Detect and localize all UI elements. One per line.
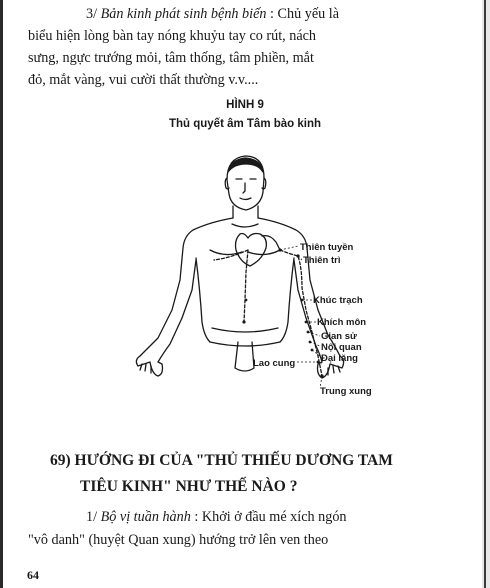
label-trung-xung: Trung xung bbox=[320, 386, 372, 397]
paragraph-line bbox=[28, 3, 468, 25]
heading-line: TIÊU KINH" NHƯ THẾ NÀO ? bbox=[80, 478, 298, 495]
paragraph-line bbox=[28, 506, 468, 529]
body-illustration bbox=[130, 150, 390, 410]
label-gian-su: Gian sử bbox=[321, 331, 357, 342]
paragraph-disease-changes bbox=[28, 3, 468, 91]
section-heading bbox=[50, 448, 470, 500]
label-thien-tri: Thiên trì bbox=[303, 255, 341, 266]
paragraph-line: biểu hiện lòng bàn tay nóng khuỷu tay co rút, nách bbox=[28, 28, 317, 44]
page-right-edge bbox=[482, 0, 490, 588]
paragraph-text: : Chủ yếu là bbox=[266, 6, 340, 22]
paragraph-lead-italic: Bản kinh phát sinh bệnh biến bbox=[100, 6, 267, 22]
page-left-edge bbox=[0, 0, 3, 588]
paragraph-line: "vô danh" (huyệt Quan xung) hướng trở lên ven theo bbox=[28, 532, 329, 548]
meridian-figure bbox=[130, 150, 390, 410]
paragraph-line: đỏ, mắt vàng, vui cười thất thường v.v.... bbox=[28, 72, 259, 88]
paragraph-lead-italic: Bộ vị tuần hành bbox=[100, 509, 191, 525]
figure-title: HÌNH 9 bbox=[226, 99, 264, 111]
paragraph-circulation bbox=[28, 506, 468, 552]
label-dai-lang: Đại lăng bbox=[321, 353, 358, 364]
figure-subtitle: Thủ quyết âm Tâm bào kinh bbox=[168, 118, 322, 130]
label-noi-quan: Nội quan bbox=[321, 342, 362, 353]
page-number: 64 bbox=[27, 568, 39, 582]
label-khuc-trach: Khúc trạch bbox=[313, 295, 363, 306]
label-thien-tuyen: Thiên tuyền bbox=[300, 242, 354, 253]
label-lao-cung: Lao cung bbox=[253, 358, 296, 369]
label-khich-mon: Khích môn bbox=[317, 317, 367, 328]
paragraph-number: 3/ bbox=[86, 6, 101, 22]
paragraph-line: sưng, ngực trướng mỏi, tâm thống, tâm phiền, mắt bbox=[28, 50, 314, 66]
heading-line: 69) HƯỚNG ĐI CỦA "THỦ THIẾU DƯƠNG TAM bbox=[50, 452, 393, 469]
paragraph-number: 1/ bbox=[86, 509, 101, 525]
paragraph-text: : Khởi ở đầu mé xích ngón bbox=[190, 509, 347, 525]
